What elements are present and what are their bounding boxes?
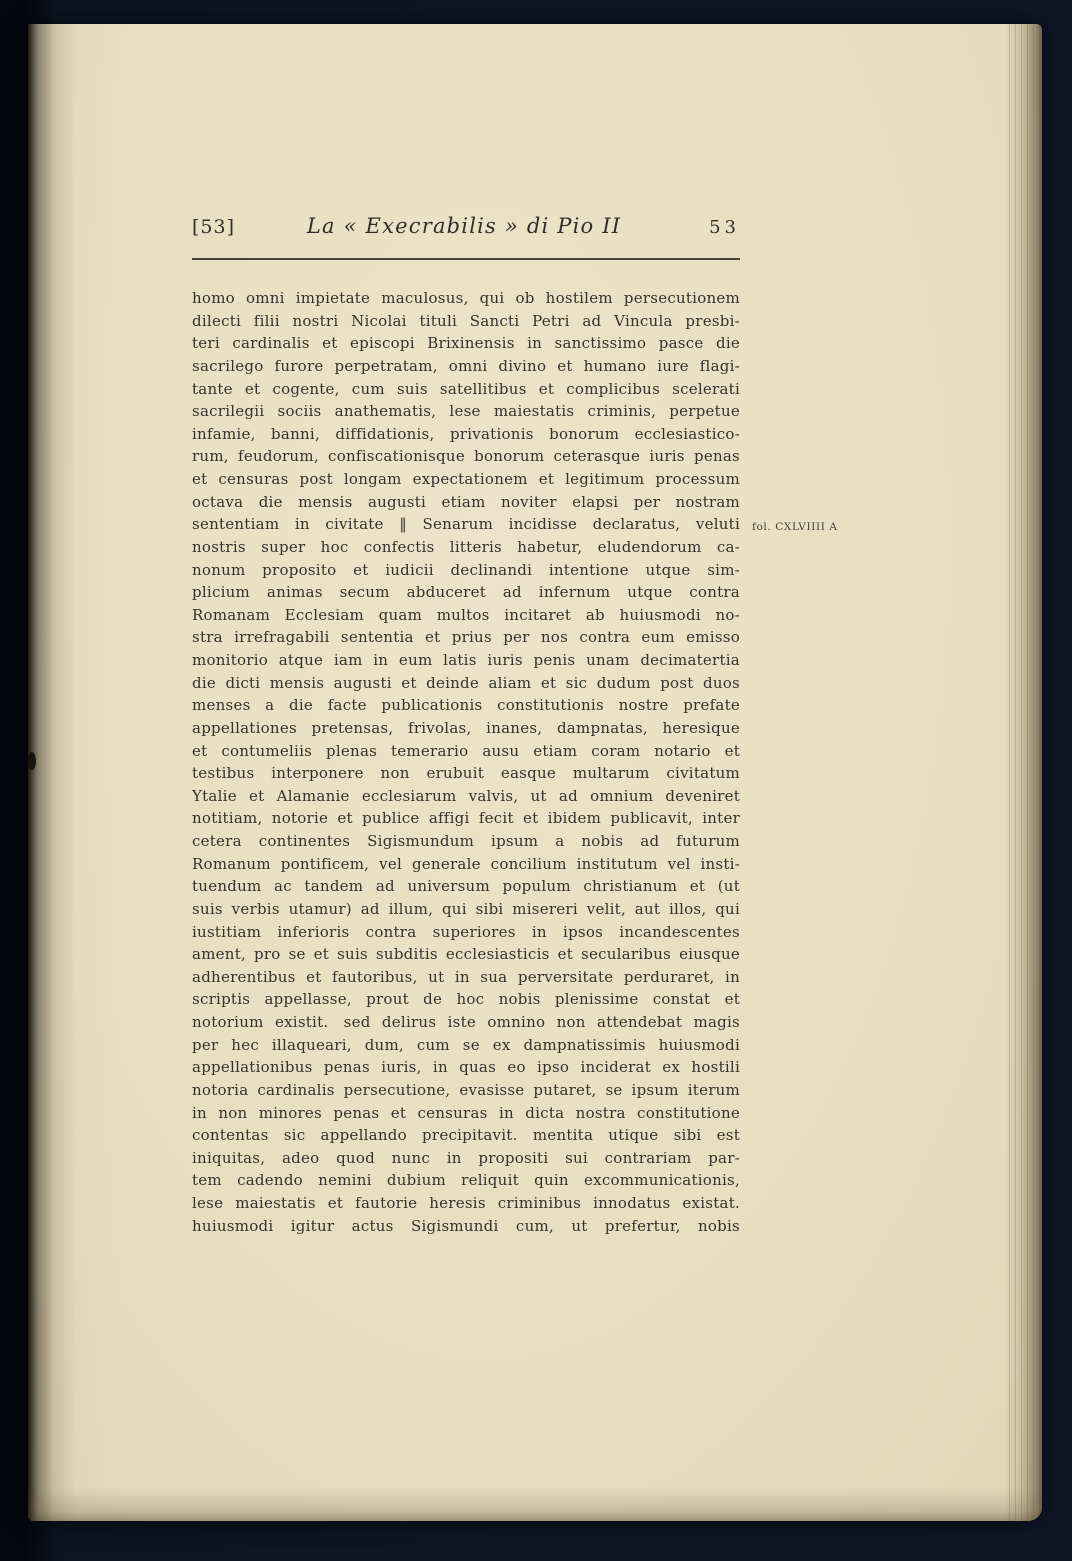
text-line: infamie, banni, diffidationis, privationis bonorum ecclesiastico-	[192, 424, 740, 443]
text-line: per hec illaqueari, dum, cum se ex dampnatissimis huiusmodi	[192, 1035, 740, 1054]
running-header	[192, 214, 740, 238]
text-line: Ytalie et Alamanie ecclesiarum valvis, ut ad omnium deveniret	[192, 786, 740, 805]
header-rule	[192, 258, 740, 260]
text-line: menses a die facte publicationis constitutionis nostre prefate	[192, 696, 740, 715]
text-line: testibus interponere non erubuit easque multarum civitatum	[192, 764, 740, 783]
text-line: scriptis appellasse, prout de hoc nobis plenissime constat et	[192, 990, 740, 1009]
text-line: appellationes pretensas, frivolas, inanes, dampnatas, heresique	[192, 718, 740, 737]
book-page	[28, 24, 1042, 1521]
text-line: teri cardinalis et episcopi Brixinensis in sanctissimo pasce die	[192, 334, 740, 353]
text-line: lese maiestatis et fautorie heresis criminibus innodatus existat.	[192, 1194, 740, 1212]
text-line: et censuras post longam expectationem et legitimum processum	[192, 470, 740, 488]
text-line: sacrilegii sociis anathematis, lese maiestatis criminis, perpetue	[192, 402, 740, 421]
page-block-edges	[1004, 24, 1042, 1521]
text-line: appellationibus penas iuris, in quas eo ipso inciderat ex hostili	[192, 1058, 740, 1077]
text-line: plicium animas secum abduceret ad infernum utque contra	[192, 583, 740, 602]
text-line: tem cadendo nemini dubium reliquit quin excommunicationis,	[192, 1171, 740, 1190]
body-text	[192, 287, 740, 1237]
text-line: cetera continentes Sigismundum ipsum a nobis ad futurum	[192, 832, 740, 850]
text-line: dilecti filii nostri Nicolai tituli Sancti Petri ad Vincula presbi-	[192, 311, 740, 330]
text-line: homo omni impietate maculosus, qui ob hostilem persecutionem	[192, 289, 740, 307]
text-line: iniquitas, adeo quod nunc in propositi sui contrariam par-	[192, 1148, 740, 1167]
text-line: iustitiam inferioris contra superiores in ipsos incandescentes	[192, 922, 740, 941]
text-line: die dicti mensis augusti et deinde aliam et sic dudum post duos	[192, 673, 740, 692]
text-line: notoria cardinalis persecutione, evasisse putaret, se ipsum iterum	[192, 1080, 740, 1099]
text-line: tante et cogente, cum suis satellitibus et complicibus scelerati	[192, 379, 740, 398]
text-line: contentas sic appellando precipitavit. mentita utique sibi est	[192, 1126, 740, 1145]
binding-edge	[28, 24, 118, 1521]
running-title: La « Execrabilis » di Pio II	[306, 214, 622, 238]
page-bottom-shadow	[28, 1487, 1042, 1521]
text-line: ament, pro se et suis subditis ecclesiasticis et secularibus eiusque	[192, 945, 740, 964]
text-line: nostris super hoc confectis litteris habetur, eludendorum ca-	[192, 537, 740, 556]
text-line: Romanam Ecclesiam quam multos incitaret ab huiusmodi no-	[192, 605, 740, 624]
folio-margin-note: fol. CXLVIIII A	[752, 521, 838, 533]
text-line: sacrilego furore perpetratam, omni divino et humano iure flagi-	[192, 356, 740, 375]
page-number: 53	[709, 217, 740, 238]
text-line: monitorio atque iam in eum latis iuris penis unam decimatertia	[192, 651, 740, 669]
text-line: in non minores penas et censuras in dicta nostra constitutione	[192, 1103, 740, 1122]
text-line: notitiam, notorie et publice affigi fecit et ibidem publicavit, inter	[192, 809, 740, 828]
text-line: tuendum ac tandem ad universum populum christianum et (ut	[192, 877, 740, 896]
text-line: Romanum pontificem, vel generale concilium institutum vel insti-	[192, 854, 740, 873]
text-line: notorium existit. sed delirus iste omnino non attendebat magis	[192, 1013, 740, 1031]
text-line: et contumeliis plenas temerario ausu etiam coram notario et	[192, 741, 740, 760]
text-line: nonum proposito et iudicii declinandi intentione utque sim-	[192, 560, 740, 579]
text-line: suis verbis utamur) ad illum, qui sibi misereri velit, aut illos, qui	[192, 899, 740, 918]
text-line: adherentibus et fautoribus, ut in sua perversitate perduraret, in	[192, 967, 740, 986]
text-line: stra irrefragabili sententia et prius per nos contra eum emisso	[192, 628, 740, 647]
text-line: octava die mensis augusti etiam noviter elapsi per nostram	[192, 492, 740, 511]
text-line: huiusmodi igitur actus Sigismundi cum, ut prefertur, nobis	[192, 1216, 740, 1235]
header-bracket-number: [53]	[192, 216, 236, 238]
text-line: rum, feudorum, confiscationisque bonorum ceterasque iuris penas	[192, 447, 740, 466]
text-line: sententiam in civitate ‖ Senarum incidisse declaratus, veluti	[192, 515, 740, 534]
ink-spot	[28, 752, 36, 770]
